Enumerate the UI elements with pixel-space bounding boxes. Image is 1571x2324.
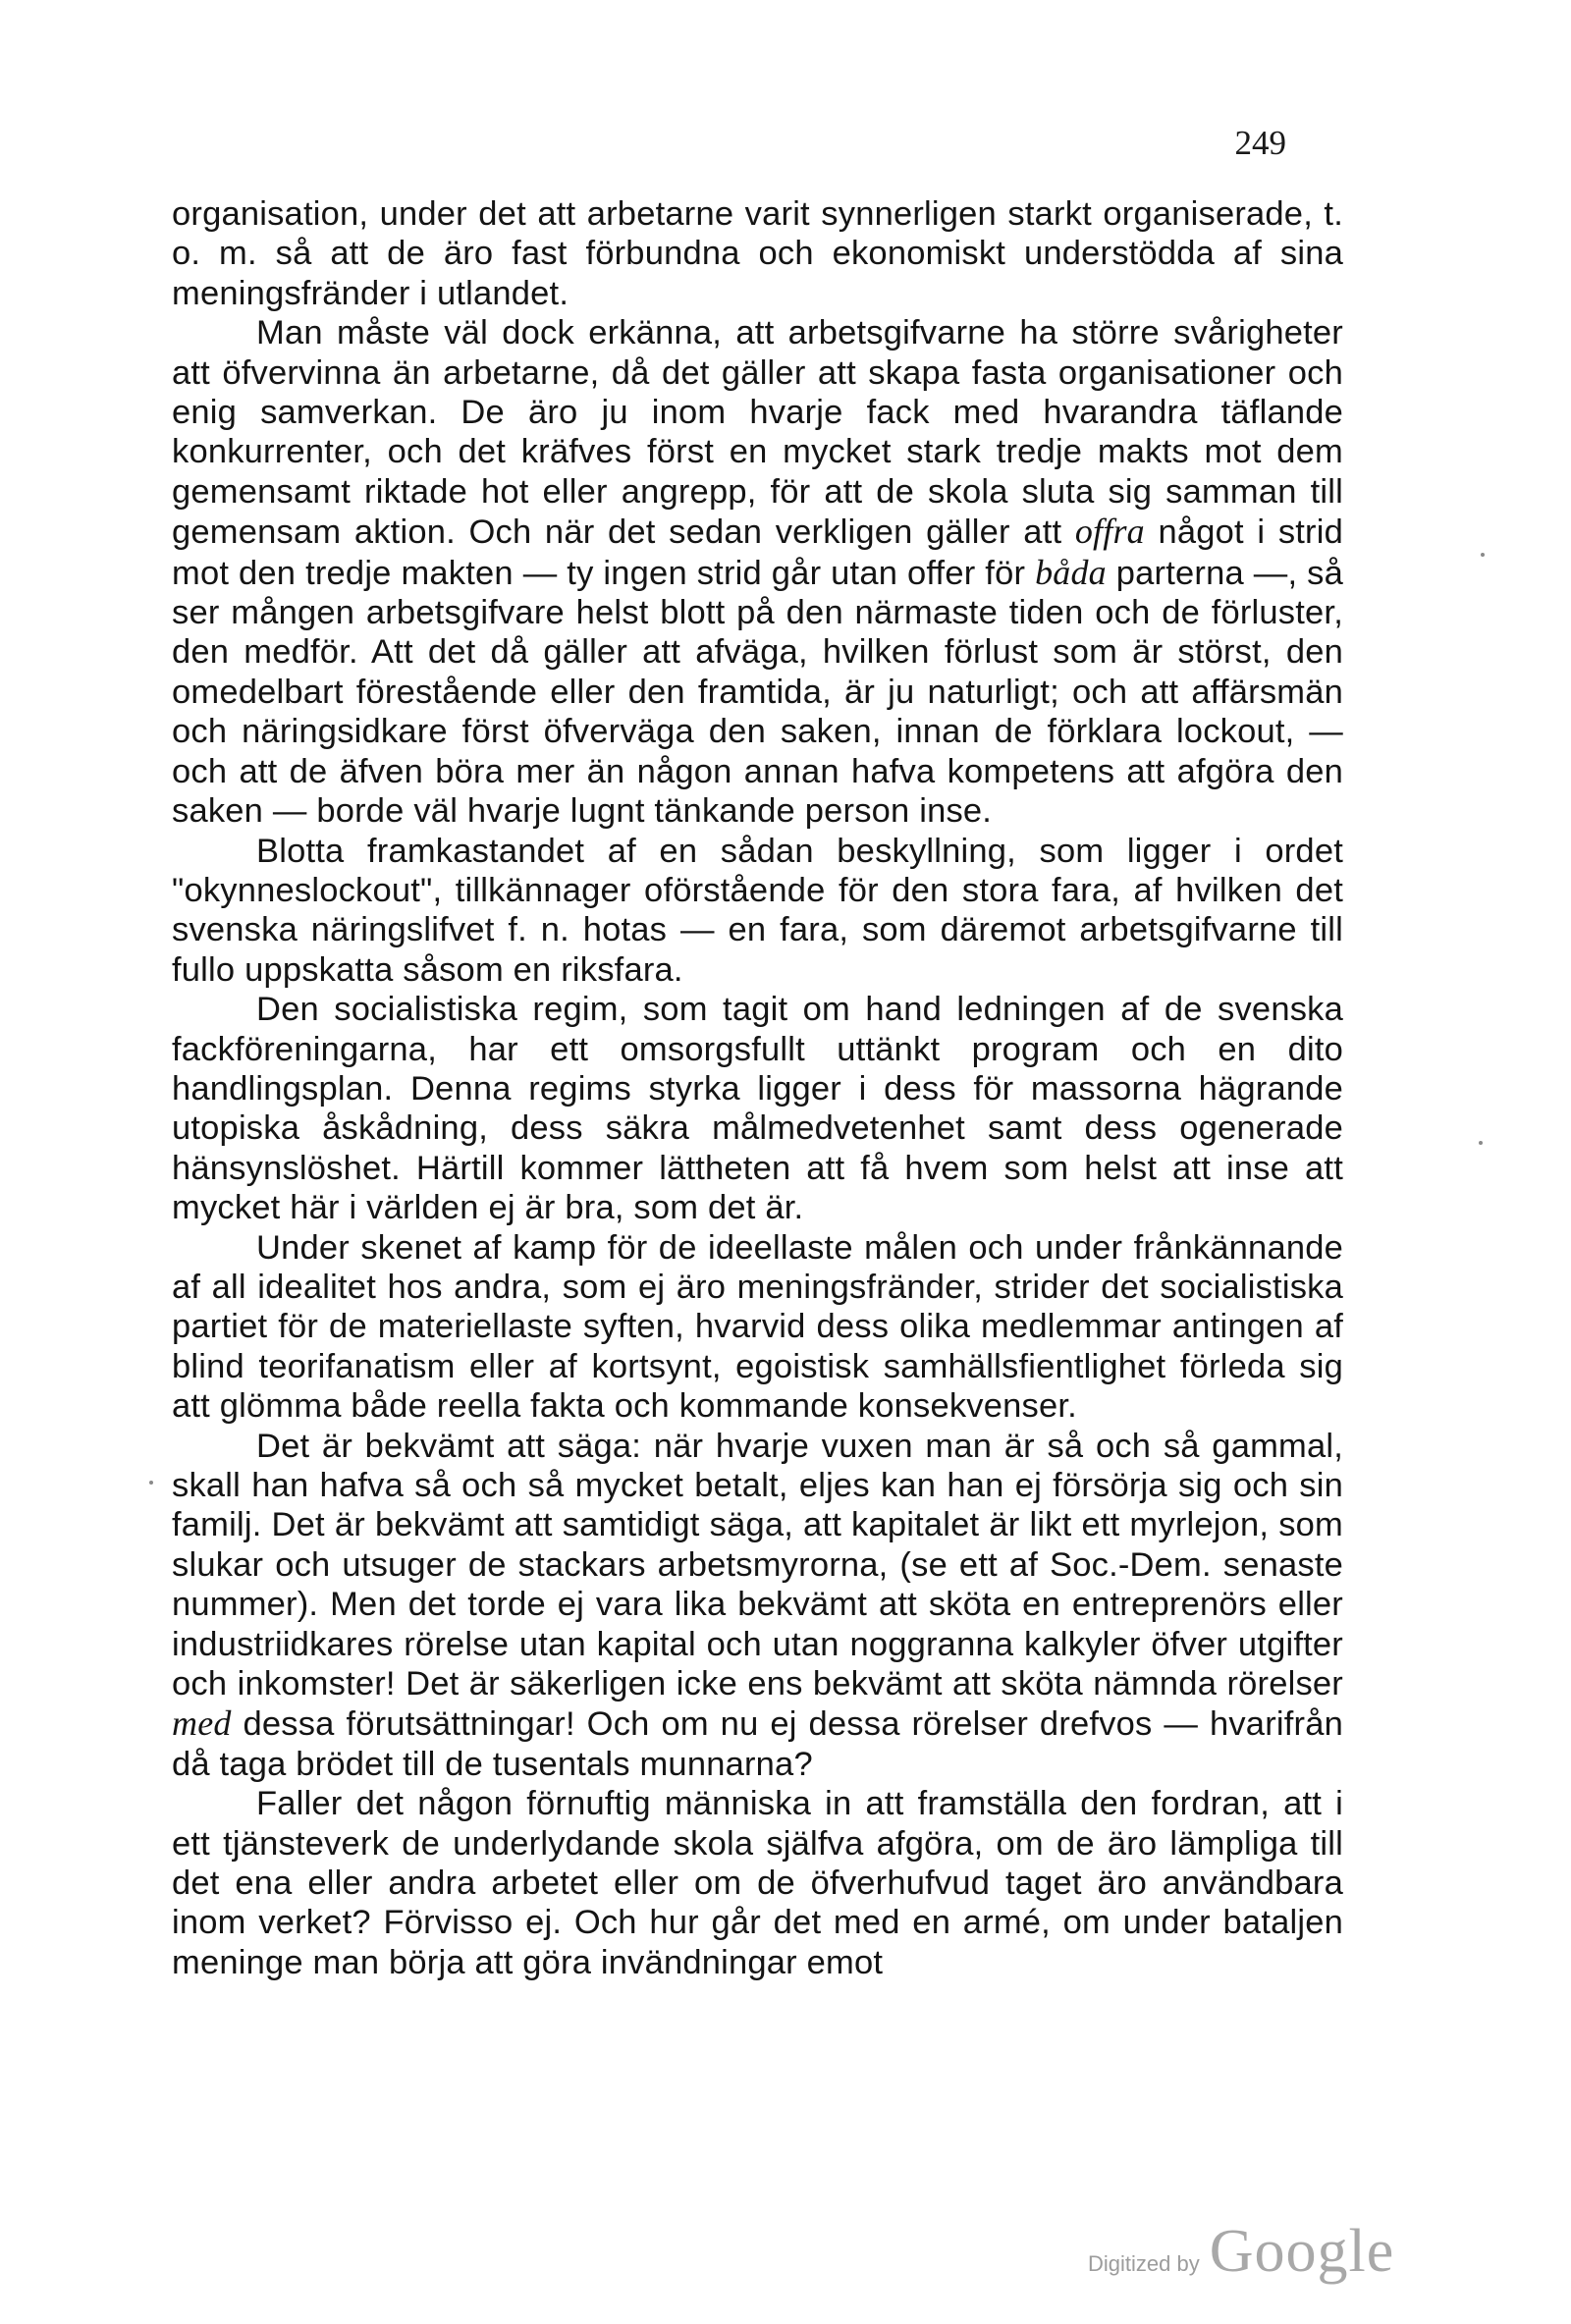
paragraph-4 [172, 990, 1343, 1227]
paragraph-6 [172, 1427, 1343, 1785]
paragraph-2 [172, 313, 1343, 831]
scan-speck [1479, 1141, 1483, 1145]
emphasis-offra: offra [1074, 512, 1145, 552]
paragraph-7-text: Faller det någon förnuftig människa in att framställa den fordran, att i ett tjänsteverk de underlydande skola själfva afgöra, om de äro lämpliga till det ena eller andra arbetet eller om de öfverhufvud taget äro användbara inom verket? Förvisso ej. Och hur går det med en armé, om under bataljen meninge man börja att göra invändningar emot [172, 1785, 1343, 1981]
paragraph-3-text: Blotta framkastandet af en sådan beskyllning, som ligger i ordet "okynneslockout", tillkännager oförstående för den stora fara, af hvilken det svenska näringslifvet f. n. hotas — en fara, som däremot arbetsgifvarne till fullo uppskatta såsom en riksfara. [172, 832, 1343, 989]
google-logo: Google [1209, 2218, 1395, 2285]
scan-speck [1481, 553, 1485, 557]
paragraph-2-text-b: något i strid mot den tredje makten — ty ingen strid går utan offer för [172, 513, 1343, 592]
paragraph-4-text: Den socialistiska regim, som tagit om hand ledningen af de svenska fackföreningarna, har ett omsorgsfullt uttänkt program och en dito handlingsplan. Denna regims styrka ligger i dess för massorna hägrande utopiska åskådning, dess säkra målmedvetenhet samt dess ogenerade hänsynslöshet. Härtill kommer lättheten att få hvem som helst att inse att mycket här i världen ej är bra, som det är. [172, 991, 1343, 1227]
emphasis-bada: båda [1035, 552, 1107, 592]
paragraph-7 [172, 1784, 1343, 1982]
body-text [172, 194, 1343, 1982]
paragraph-2-text-a: Man måste väl dock erkänna, att arbetsgifvarne ha större svårigheter att öfvervinna än arbetarne, då det gäller att skapa fasta organisationer och enig samverkan. De äro ju inom hvarje fack med hvarandra täflande konkurrenter, och det kräfves först en mycket stark tredje makts mot dem gemensamt riktade hot eller angrepp, för att de skola sluta sig samman till gemensam aktion. Och när det sedan verkligen gäller att [172, 314, 1343, 552]
page-number: 249 [1234, 124, 1286, 162]
emphasis-med: med [172, 1703, 232, 1744]
digitized-by-google-watermark [1088, 2217, 1394, 2287]
paragraph-2-text-c: parterna —, så ser mången arbetsgifvare helst blott på den närmaste tiden och de förluster, den medför. Att det då gäller att afväga, hvilken förlust som är störst, den omedelbart förestående eller den framtida, är ju naturligt; och att affärsmän och näringsidkare först öfverväga den saken, innan de förklara lockout, — och att de äfven böra mer än någon annan hafva kompetens att afgöra den saken — borde väl hvarje lugnt tänkande person inse. [172, 554, 1343, 831]
scan-speck [149, 1481, 153, 1485]
paragraph-6-text-b: dessa förutsättningar! Och om nu ej dessa rörelser drefvos — hvarifrån då taga brödet till de tusentals munnarna? [172, 1705, 1343, 1783]
paragraph-1-text: organisation, under det att arbetarne varit synnerligen starkt organiserade, t. o. m. så att de äro fast förbundna och ekonomiskt understödda af sina meningsfränder i utlandet. [172, 195, 1343, 312]
paragraph-5-text: Under skenet af kamp för de ideellaste målen och under frånkännande af all idealitet hos andra, som ej äro meningsfränder, strider det socialistiska partiet för de materiellaste syften, hvarvid dess olika medlemmar antingen af blind teorifanatism eller af kortsynt, egoistisk samhällsfientlighet förleda sig att glömma både reella fakta och kommande konsekvenser. [172, 1228, 1343, 1426]
paragraph-3 [172, 832, 1343, 991]
paragraph-1 [172, 194, 1343, 313]
paragraph-6-text-a: Det är bekvämt att säga: när hvarje vuxen man är så och så gammal, skall han hafva så och så mycket betalt, eljes kan han ej försörja sig och sin familj. Det är bekvämt att samtidigt säga, att kapitalet är likt ett myrlejon, som slukar och utsuger de stackars arbetsmyrorna, (se ett af Soc.-Dem. senaste nummer). Men det torde ej vara lika bekvämt att sköta en entreprenörs eller industriidkares rörelse utan kapital och utan noggranna kalkyler öfver utgifter och inkomster! Det är säkerligen icke ens bekvämt att sköta nämnda rörelser [172, 1427, 1343, 1703]
paragraph-5 [172, 1228, 1343, 1427]
digitized-by-label: Digitized by [1088, 2251, 1200, 2276]
